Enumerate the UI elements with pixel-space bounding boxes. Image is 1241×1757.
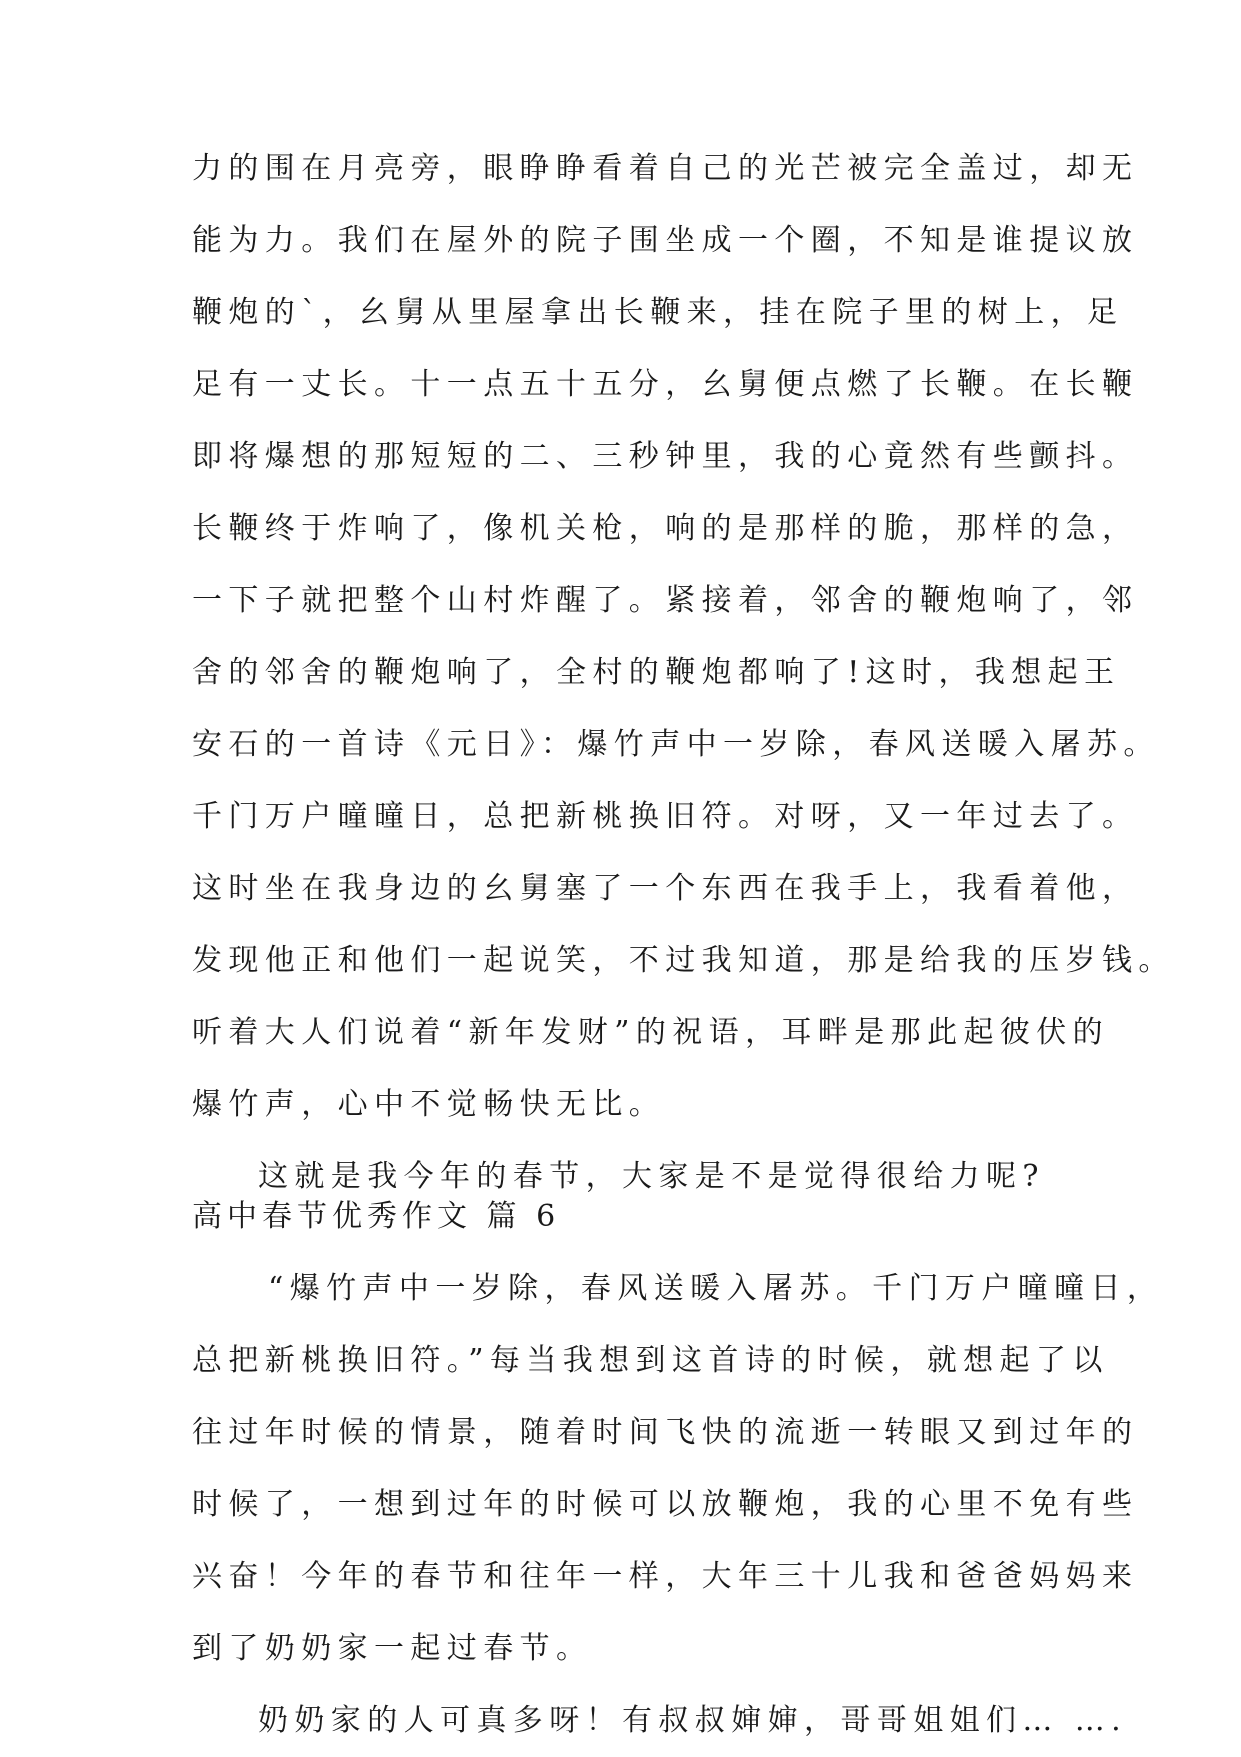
text-line: 舍的邻舍的鞭炮响了，全村的鞭炮都响了!这时，我想起王 [192,655,1121,690]
section-2-paragraph-1 [192,1253,1164,1685]
text-line: 安石的一首诗《元日》：爆竹声中一岁除，春风送暖入屠苏。 [192,727,1160,762]
text-line: 长鞭终于炸响了，像机关枪，响的是那样的脆，那样的急， [192,511,1139,546]
closing-sentence: 这就是我今年的春节，大家是不是觉得很给力呢? [258,1159,1045,1194]
text-line: 到了奶奶家一起过春节。 [192,1631,593,1666]
text-line: 往过年时候的情景，随着时间飞快的流逝一转眼又到过年的 [192,1415,1139,1450]
text-line: 兴奋！今年的春节和往年一样，大年三十儿我和爸爸妈妈来 [192,1559,1139,1594]
text-line: 听着大人们说着“新年发财”的祝语，耳畔是那此起彼伏的 [192,1015,1110,1050]
section-2 [192,1181,1164,1757]
text-line: 力的围在月亮旁，眼睁睁看着自己的光芒被完全盖过，却无 [192,151,1139,186]
text-line: 一下子就把整个山村炸醒了。紧接着，邻舍的鞭炮响了，邻 [192,583,1139,618]
text-line: 足有一丈长。十一点五十五分，幺舅便点燃了长鞭。在长鞭 [192,367,1139,402]
text-line: 即将爆想的那短短的二、三秒钟里，我的心竟然有些颤抖。 [192,439,1139,474]
text-line: “爆竹声中一岁除，春风送暖入屠苏。千门万户曈曈日， [268,1271,1164,1306]
text-line: 千门万户曈曈日，总把新桃换旧符。对呀，又一年过去了。 [192,799,1139,834]
section-heading: 高中春节优秀作文 篇 6 [192,1199,561,1234]
section-1-paragraph [192,133,1175,1213]
section-2-paragraph-2: 奶奶家的人可真多呀！有叔叔婶婶，哥哥姐姐们… …. [258,1703,1128,1738]
text-line: 时候了，一想到过年的时候可以放鞭炮，我的心里不免有些 [192,1487,1139,1522]
text-line: 发现他正和他们一起说笑，不过我知道，那是给我的压岁钱。 [192,943,1175,978]
text-line: 能为力。我们在屋外的院子围坐成一个圈，不知是谁提议放 [192,223,1139,258]
text-line: 鞭炮的`，幺舅从里屋拿出长鞭来，挂在院子里的树上，足 [192,295,1124,330]
text-line: 这时坐在我身边的幺舅塞了一个东西在我手上，我看着他， [192,871,1139,906]
text-line: 爆竹声，心中不觉畅快无比。 [192,1087,666,1122]
text-line: 总把新桃换旧符。”每当我想到这首诗的时候，就想起了以 [192,1343,1109,1378]
